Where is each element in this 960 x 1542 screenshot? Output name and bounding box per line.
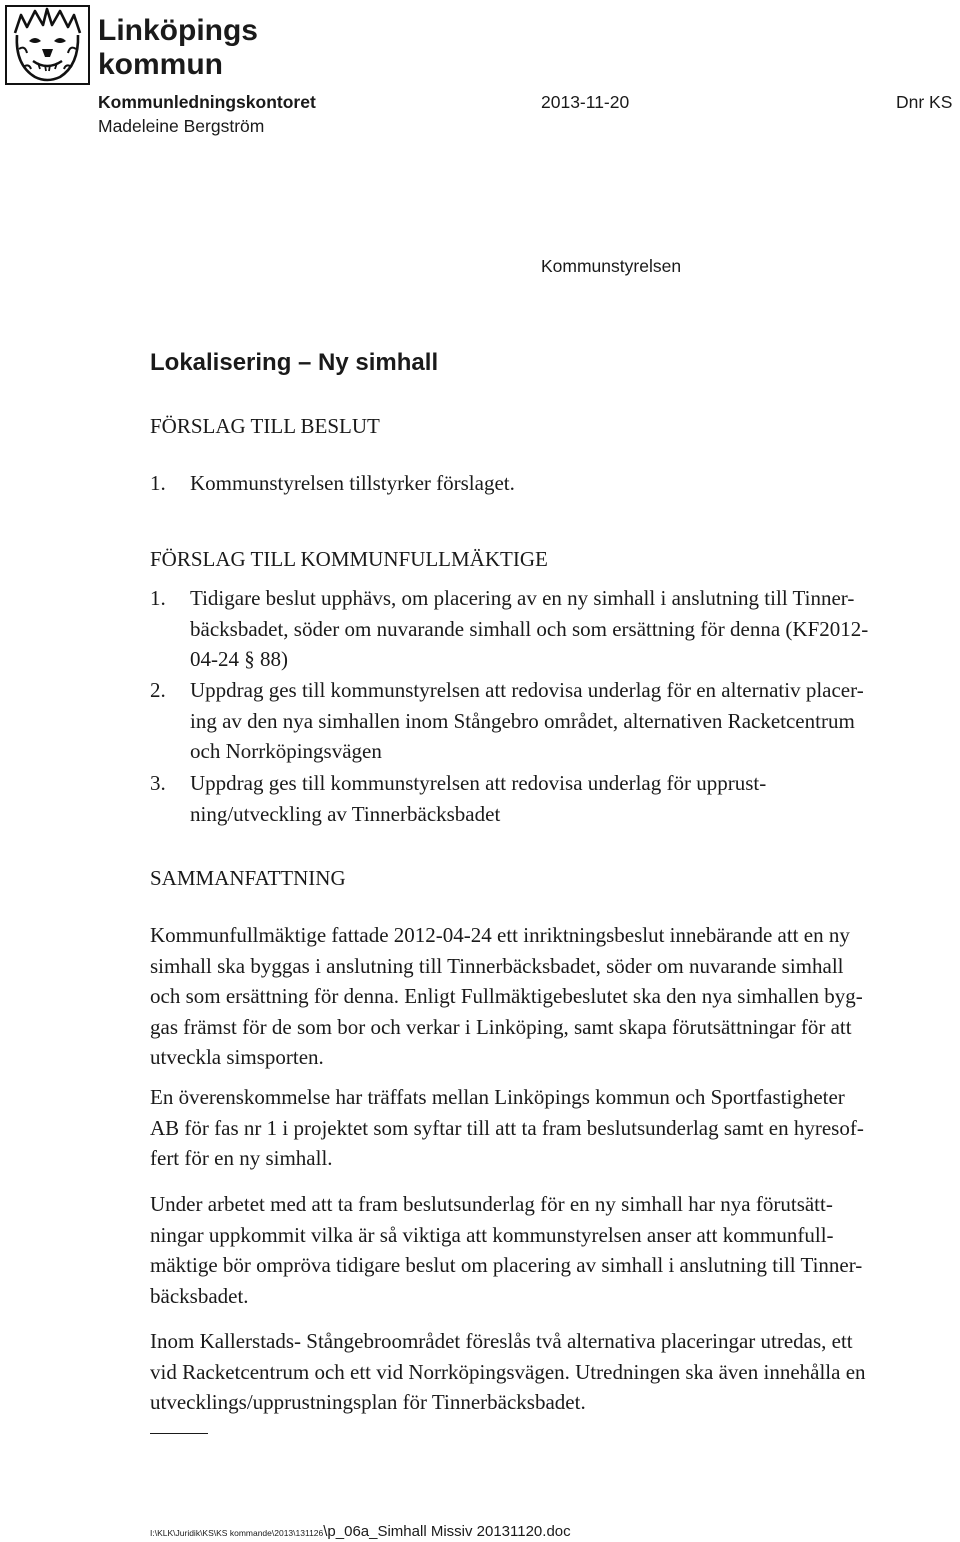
file-path-footer	[150, 1523, 571, 1540]
list-number: 2.	[150, 678, 166, 702]
document-date: 2013-11-20	[541, 92, 630, 112]
list-text: Uppdrag ges till kommunstyrelsen att redovisa underlag för en alternativ placer-	[190, 678, 864, 702]
paragraph-line: utveckla simsporten.	[150, 1045, 324, 1069]
lion-head-icon	[5, 5, 90, 85]
summary-paragraph	[150, 1326, 866, 1418]
page-title: Lokalisering – Ny simhall	[150, 349, 439, 376]
section-heading-council: FÖRSLAG TILL KOMMUNFULLMÄKTIGE	[150, 547, 548, 571]
brand-name	[98, 14, 258, 82]
paragraph-line: vid Racketcentrum och ett vid Norrköpingsvägen. Utredningen ska även innehålla en	[150, 1359, 866, 1384]
list-text: 04-24 § 88)	[190, 647, 288, 671]
paragraph-line: och som ersättning för denna. Enligt Fullmäktigebeslutet ska den nya simhallen byg-	[150, 984, 863, 1008]
paragraph-line: simhall ska byggas i anslutning till Tinnerbäcksbadet, söder om nuvarande simhall	[150, 953, 844, 978]
recipient: Kommunstyrelsen	[541, 256, 682, 276]
paragraph-line: gas främst för de som bor och verkar i Linköping, samt skapa förutsättningar för att	[150, 1014, 852, 1039]
paragraph-line: Kommunfullmäktige fattade 2012-04-24 ett inriktningsbeslut innebärande att en ny	[150, 923, 850, 947]
list-text: ning/utveckling av Tinnerbäcksbadet	[190, 801, 501, 826]
registration-number: Dnr KS	[896, 92, 953, 112]
file-path-small: I:\KLK\Juridik\KS\KS kommande\2013\131126	[150, 1528, 324, 1538]
list-text: bäcksbadet, söder om nuvarande simhall och som ersättning för denna (KF2012-	[190, 616, 869, 641]
paragraph-line: ningar uppkommit vilka är så viktiga att kommunstyrelsen anser att kommunfull-	[150, 1222, 834, 1247]
file-path-main: \p_06a_Simhall Missiv 20131120.doc	[323, 1523, 571, 1540]
summary-paragraph	[150, 1189, 862, 1311]
list-number: 1.	[150, 586, 166, 610]
paragraph-line: En överenskommelse har träffats mellan Linköpings kommun och Sportfastigheter	[150, 1085, 845, 1109]
list-text: Tidigare beslut upphävs, om placering av en ny simhall i anslutning till Tinner-	[190, 586, 855, 610]
summary-paragraph	[150, 920, 863, 1073]
paragraph-line: utvecklings/upprustningsplan för Tinnerbäcksbadet.	[150, 1390, 586, 1414]
author: Madeleine Bergström	[98, 116, 265, 136]
end-divider	[150, 1433, 208, 1434]
section-heading-summary: SAMMANFATTNING	[150, 866, 346, 890]
paragraph-line: bäcksbadet.	[150, 1283, 249, 1308]
brand-line-1: Linköpings	[98, 14, 258, 47]
list-number: 3.	[150, 771, 166, 795]
list-text: och Norrköpingsvägen	[190, 739, 382, 763]
paragraph-line: AB för fas nr 1 i projektet som syftar till att ta fram beslutsunderlag samt en hyresof-	[150, 1115, 864, 1140]
list-text: ing av den nya simhallen inom Stångebro området, alternativen Racketcentrum	[190, 708, 855, 733]
paragraph-line: mäktige bör ompröva tidigare beslut om placering av simhall i anslutning till Tinner-	[150, 1253, 863, 1277]
department: Kommunledningskontoret	[98, 92, 316, 112]
list-text: Kommunstyrelsen tillstyrker förslaget.	[190, 471, 515, 495]
section-heading-proposal: FÖRSLAG TILL BESLUT	[150, 414, 380, 438]
paragraph-line: fert för en ny simhall.	[150, 1146, 333, 1170]
summary-paragraph	[150, 1082, 864, 1174]
paragraph-line: Under arbetet med att ta fram beslutsunderlag för en ny simhall har nya förutsätt-	[150, 1192, 833, 1216]
list-text: Uppdrag ges till kommunstyrelsen att redovisa underlag för upprust-	[190, 771, 767, 795]
list-number: 1.	[150, 471, 166, 495]
brand-line-2: kommun	[98, 48, 224, 81]
paragraph-line: Inom Kallerstads- Stångebroområdet föreslås två alternativa placeringar utredas, ett	[150, 1329, 853, 1353]
